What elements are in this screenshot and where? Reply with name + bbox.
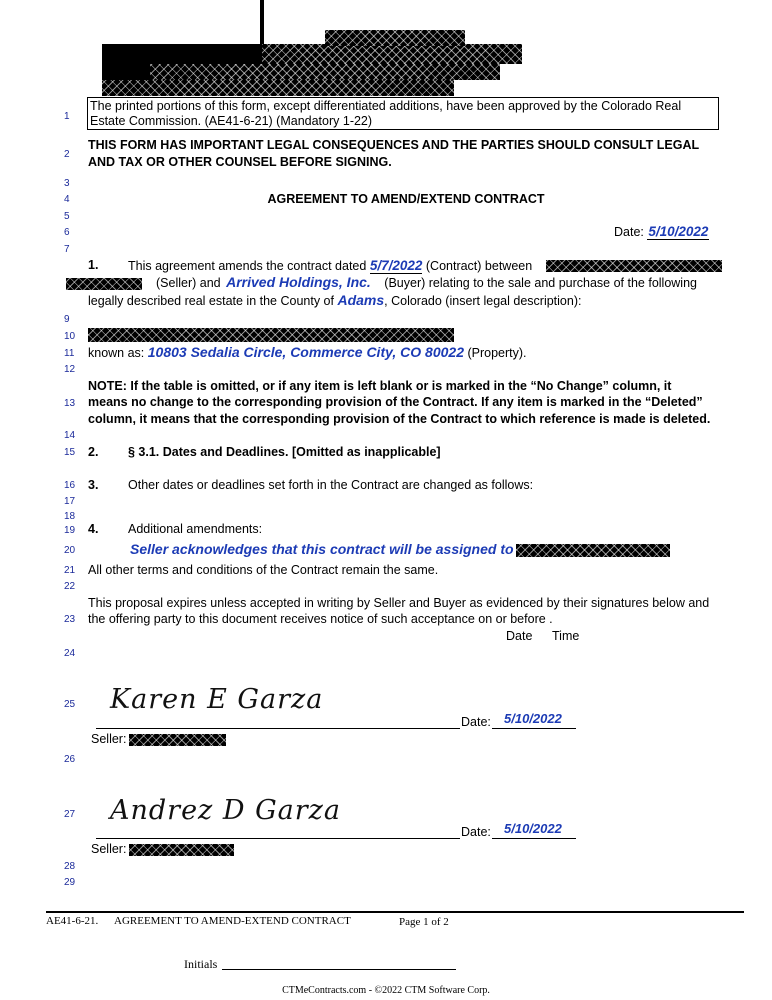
footer-initials-label: Initials	[184, 957, 218, 971]
line-number: 12	[64, 364, 76, 375]
section1-text-b: (Contract) between	[425, 259, 533, 273]
county-name: Adams	[337, 292, 385, 308]
section1-line3	[88, 292, 581, 310]
section4-number: 4.	[88, 522, 99, 536]
line-number: 20	[64, 545, 76, 556]
section1-text-d: (Buyer) relating to the sale and purchase of the following	[384, 276, 697, 290]
line-number: 18	[64, 511, 76, 522]
header-notice-line1: The printed portions of this form, except differentiated additions, have been approved by the Colorado Real	[90, 99, 682, 113]
footer-copyright: CTMeContracts.com - ©2022 CTM Software Corp.	[282, 985, 490, 996]
contract-date: 5/7/2022	[369, 258, 423, 273]
property-address: 10803 Sedalia Circle, Commerce City, CO 80022	[147, 344, 464, 360]
line-number: 28	[64, 861, 76, 872]
warning-line2: AND TAX OR OTHER COUNSEL BEFORE SIGNING.	[88, 155, 392, 169]
time-column-label: Time	[552, 629, 580, 643]
redacted-seller-name	[546, 260, 722, 272]
line-number: 23	[64, 614, 76, 625]
other-terms: All other terms and conditions of the Contract remain the same.	[88, 563, 439, 577]
line-number: 29	[64, 877, 76, 888]
redacted-seller-1-name	[129, 734, 226, 746]
known-as-row	[88, 344, 527, 362]
line-number: 25	[64, 699, 76, 710]
section1-text-f: , Colorado (insert legal description):	[384, 294, 582, 308]
signature-2-date: 5/10/2022	[504, 821, 562, 836]
buyer-name: Arrived Holdings, Inc.	[226, 274, 371, 290]
expires-line2: the offering party to this document receives notice of such acceptance on or before .	[88, 612, 553, 626]
footer-page: Page 1 of 2	[399, 916, 449, 928]
property-label: (Property).	[467, 346, 527, 360]
signature-2: Andrez D Garza	[110, 795, 341, 826]
date-column-label: Date	[506, 629, 533, 643]
date-label: Date:	[614, 225, 644, 239]
signature-1: Karen E Garza	[110, 684, 324, 715]
note-line1: NOTE: If the table is omitted, or if any item is left blank or is marked in the “No Change” column, it	[88, 379, 672, 393]
line-number: 6	[64, 227, 70, 238]
footer-form-title: AGREEMENT TO AMEND-EXTEND CONTRACT	[114, 915, 351, 927]
warning-line1: THIS FORM HAS IMPORTANT LEGAL CONSEQUENCES AND THE PARTIES SHOULD CONSULT LEGAL	[88, 138, 700, 152]
line-number: 26	[64, 754, 76, 765]
line-number: 24	[64, 648, 76, 659]
line-number: 14	[64, 430, 76, 441]
section1-text-e: legally described real estate in the County of	[88, 294, 334, 308]
footer-initials-line	[222, 969, 456, 970]
note-line3: column, it means that the corresponding provision of the Contract to which reference is made is deleted.	[88, 412, 711, 426]
page-title: AGREEMENT TO AMEND/EXTEND CONTRACT	[267, 192, 545, 206]
header-notice-box	[87, 97, 719, 130]
redacted-logo-stem	[260, 0, 264, 48]
line-number: 13	[64, 398, 76, 409]
redacted-logo-block-2	[262, 44, 522, 64]
line-number: 9	[64, 314, 70, 325]
redacted-seller-name-2	[66, 278, 142, 290]
line-number: 10	[64, 331, 76, 342]
note-line2: means no change to the corresponding provision of the Contract. If any item is marked in the “Deleted”	[88, 395, 703, 409]
section1-text-c: (Seller) and	[156, 276, 221, 290]
line-number: 17	[64, 496, 76, 507]
redacted-legal-description	[88, 328, 454, 342]
amendment-text: Seller acknowledges that this contract will be assigned to	[130, 541, 514, 557]
redacted-logo-block-3	[325, 30, 465, 46]
line-number: 2	[64, 149, 70, 160]
signature-1-date-label: Date:	[461, 715, 491, 729]
signature-1-date: 5/10/2022	[504, 711, 562, 726]
section3-text: Other dates or deadlines set forth in the Contract are changed as follows:	[128, 478, 534, 492]
line-number: 4	[64, 194, 70, 205]
line-number: 27	[64, 809, 76, 820]
line-number: 3	[64, 178, 70, 189]
section1-number: 1.	[88, 258, 99, 272]
date-row	[614, 223, 709, 241]
section1-line1	[128, 257, 532, 275]
signature-1-date-line	[492, 728, 576, 729]
section2-text: § 3.1. Dates and Deadlines. [Omitted as inapplicable]	[128, 445, 441, 459]
header-notice-line2: Estate Commission. (AE41-6-21) (Mandatory 1-22)	[90, 114, 373, 128]
line-number: 1	[64, 111, 70, 122]
section3-number: 3.	[88, 478, 99, 492]
redacted-seller-2-name	[129, 844, 234, 856]
redacted-logo-block-5	[102, 80, 454, 96]
line-number: 21	[64, 565, 76, 576]
section1-line2	[156, 274, 697, 292]
signature-2-line	[96, 838, 460, 839]
section2-number: 2.	[88, 445, 99, 459]
line-number: 5	[64, 211, 70, 222]
redacted-logo-block-4	[150, 64, 500, 80]
signature-1-line	[96, 728, 460, 729]
line-number: 7	[64, 244, 70, 255]
section1-text-a: This agreement amends the contract dated	[128, 259, 367, 273]
line-number: 22	[64, 581, 76, 592]
date-value: 5/10/2022	[648, 224, 709, 239]
line-number: 16	[64, 480, 76, 491]
signature-2-date-label: Date:	[461, 825, 491, 839]
expires-line1: This proposal expires unless accepted in writing by Seller and Buyer as evidenced by their signatures below and	[88, 596, 710, 610]
line-number: 19	[64, 525, 76, 536]
footer-form-id: AE41-6-21.	[46, 915, 99, 927]
redacted-assignee	[516, 544, 670, 557]
signature-2-role: Seller:	[91, 842, 127, 856]
signature-2-date-line	[492, 838, 576, 839]
line-number: 11	[64, 348, 75, 359]
signature-1-role: Seller:	[91, 732, 127, 746]
section4-text: Additional amendments:	[128, 522, 263, 536]
line-number: 15	[64, 447, 76, 458]
known-as-label: known as:	[88, 346, 145, 360]
